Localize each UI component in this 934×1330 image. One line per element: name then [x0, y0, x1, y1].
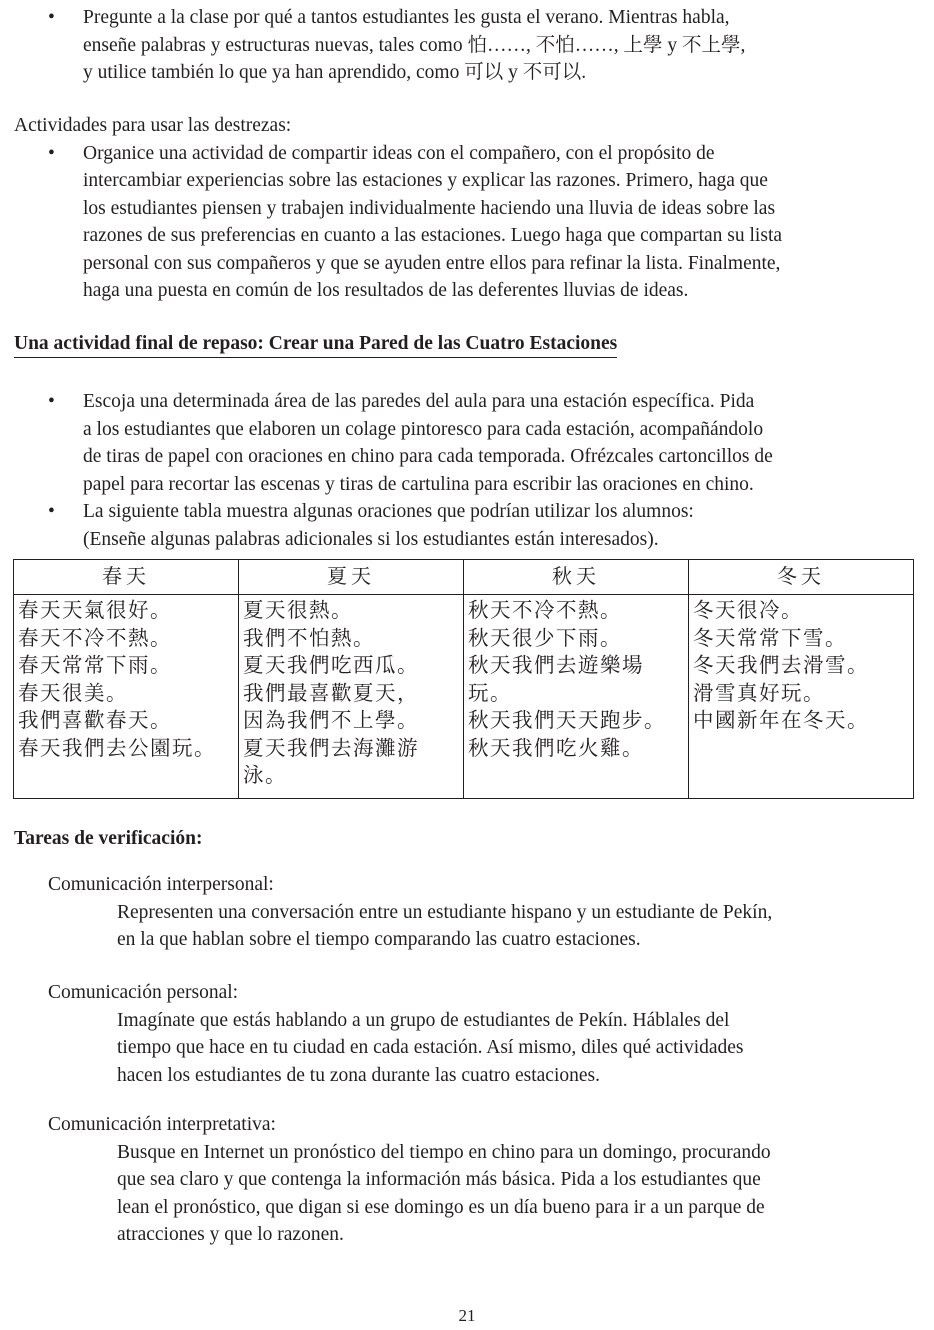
intro-section	[0, 4, 934, 87]
sentence-line: 夏天我們去海灘游	[243, 735, 419, 760]
winter-sentences-cell	[689, 595, 914, 799]
autumn-sentences-cell	[464, 595, 689, 799]
sentence-line: 泳。	[243, 763, 287, 787]
sentence-line: 我們不怕熱。	[243, 625, 375, 650]
skills-section-label: Actividades para usar las destrezas:	[14, 115, 292, 136]
task-title: Comunicación interpersonal:	[48, 874, 274, 895]
sentence-line: 夏天很熱。	[243, 598, 353, 622]
task-body	[0, 1007, 934, 1090]
text-line: enseñe palabras y estructuras nuevas, tales como 怕……, 不怕……, 上學 y 不上學,	[83, 34, 746, 56]
summer-sentences-cell	[239, 595, 464, 799]
bullet-icon: •	[48, 501, 55, 522]
sentence-line: 春天常常下雨。	[18, 653, 172, 677]
intro-bullet-item	[0, 4, 934, 87]
text-line: a los estudiantes que elaboren un colage pintoresco para cada estación, acompañándolo	[83, 418, 764, 440]
bullet-icon: •	[48, 142, 55, 164]
table-header-autumn: 秋天	[464, 560, 689, 595]
task-title: Comunicación interpretativa:	[48, 1114, 276, 1135]
final-activity-bullet-item	[0, 388, 934, 498]
text-line: Escoja una determinada área de las paredes del aula para una estación específica. Pida	[83, 391, 755, 412]
bullet-icon: •	[48, 391, 55, 412]
text-line: Representen una conversación entre un estudiante hispano y un estudiante de Pekín,	[117, 901, 773, 923]
sentence-line: 冬天很冷。	[693, 598, 803, 622]
task-interpersonal	[0, 871, 934, 954]
text-line: de tiras de papel con oraciones en chino para cada temporada. Ofrézcales cartoncillos de	[83, 446, 773, 467]
task-body	[0, 1139, 934, 1249]
intro-bullet-list	[0, 4, 934, 87]
sentence-line: 我們喜歡春天。	[18, 708, 172, 732]
sentence-line: 中國新年在冬天。	[693, 708, 869, 732]
table-row	[14, 595, 914, 799]
sentence-line: 滑雪真好玩。	[693, 680, 825, 705]
text-line: lean el pronóstico, que digan si ese domingo es un día bueno para ir a un parque de	[117, 1196, 765, 1218]
tasks-heading: Tareas de verificación:	[14, 828, 203, 849]
task-interpretive	[0, 1111, 934, 1249]
sentence-line: 秋天不冷不熱。	[468, 598, 622, 622]
text-line: tiempo que hace en tu ciudad en cada estación. Así mismo, diles qué actividades	[117, 1037, 744, 1058]
sentence-line: 秋天我們去遊樂場	[468, 653, 644, 677]
page-number: 21	[458, 1306, 476, 1325]
text-line: (Enseñe algunas palabras adicionales si los estudiantes están interesados).	[83, 528, 659, 550]
task-title: Comunicación personal:	[48, 982, 239, 1003]
sentence-line: 春天我們去公園玩。	[18, 735, 216, 760]
sentence-line: 因為我們不上學。	[243, 708, 419, 732]
final-activity-heading: Una actividad final de repaso: Crear una Pared de las Cuatro Estaciones	[14, 331, 617, 358]
text-line: que sea claro y que contenga la información más básica. Pida a los estudiantes que	[117, 1169, 761, 1190]
sentence-line: 秋天很少下雨。	[468, 625, 622, 650]
skills-bullet-item	[0, 140, 934, 305]
final-activity-section	[0, 388, 934, 553]
text-line: Pregunte a la clase por qué a tantos estudiantes les gusta el verano. Mientras habla,	[83, 7, 730, 28]
text-line: Organice una actividad de compartir ideas con el compañero, con el propósito de	[83, 142, 715, 164]
text-line: razones de sus preferencias en cuanto a las estaciones. Luego haga que compartan su lista	[83, 225, 783, 246]
table-header-summer: 夏天	[239, 560, 464, 595]
text-line: los estudiantes piensen y trabajen individualmente haciendo una lluvia de ideas sobre las	[83, 197, 776, 219]
table-header-row	[14, 560, 914, 595]
final-activity-bullet-list	[0, 388, 934, 553]
task-body	[0, 899, 934, 954]
skills-section	[0, 112, 934, 305]
text-line: en la que hablan sobre el tiempo comparando las cuatro estaciones.	[117, 929, 641, 950]
sentence-line: 我們最喜歡夏天，	[243, 680, 419, 705]
sentence-line: 冬天常常下雪。	[693, 625, 847, 650]
season-sentences-table	[13, 559, 914, 799]
text-line: La siguiente tabla muestra algunas oraciones que podrían utilizar los alumnos:	[83, 501, 694, 522]
sentence-line: 夏天我們吃西瓜。	[243, 653, 419, 677]
text-line: atracciones y que lo razonen.	[117, 1224, 344, 1245]
text-line: Imagínate que estás hablando a un grupo de estudiantes de Pekín. Háblales del	[117, 1009, 730, 1031]
sentence-line: 春天很美。	[18, 680, 128, 705]
final-activity-bullet-item	[0, 498, 934, 553]
sentence-line: 春天不冷不熱。	[18, 625, 172, 650]
text-line: Busque en Internet un pronóstico del tiempo en chino para un domingo, procurando	[117, 1141, 771, 1163]
sentence-line: 秋天我們天天跑步。	[468, 708, 666, 732]
spring-sentences-cell	[14, 595, 239, 799]
sentence-line: 春天天氣很好。	[18, 598, 172, 622]
text-line: haga una puesta en común de los resultados de las deferentes lluvias de ideas.	[83, 280, 689, 301]
skills-bullet-list	[0, 140, 934, 305]
text-line: intercambiar experiencias sobre las estaciones y explicar las razones. Primero, haga que	[83, 170, 768, 191]
text-line: y utilice también lo que ya han aprendido, como 可以 y 不可以.	[83, 62, 587, 83]
text-line: personal con sus compañeros y que se ayuden entre ellos para refinar la lista. Finalmente,	[83, 252, 781, 274]
sentence-line: 冬天我們去滑雪。	[693, 653, 869, 677]
sentence-line: 玩。	[468, 680, 512, 705]
task-personal	[0, 979, 934, 1089]
text-line: hacen los estudiantes de tu zona durante las cuatro estaciones.	[117, 1064, 600, 1086]
sentence-line: 秋天我們吃火雞。	[468, 735, 644, 760]
bullet-icon: •	[48, 7, 55, 28]
table-header-winter: 冬天	[689, 560, 914, 595]
text-line: papel para recortar las escenas y tiras de cartulina para escribir las oraciones en chino.	[83, 473, 754, 495]
table-header-spring: 春天	[14, 560, 239, 595]
